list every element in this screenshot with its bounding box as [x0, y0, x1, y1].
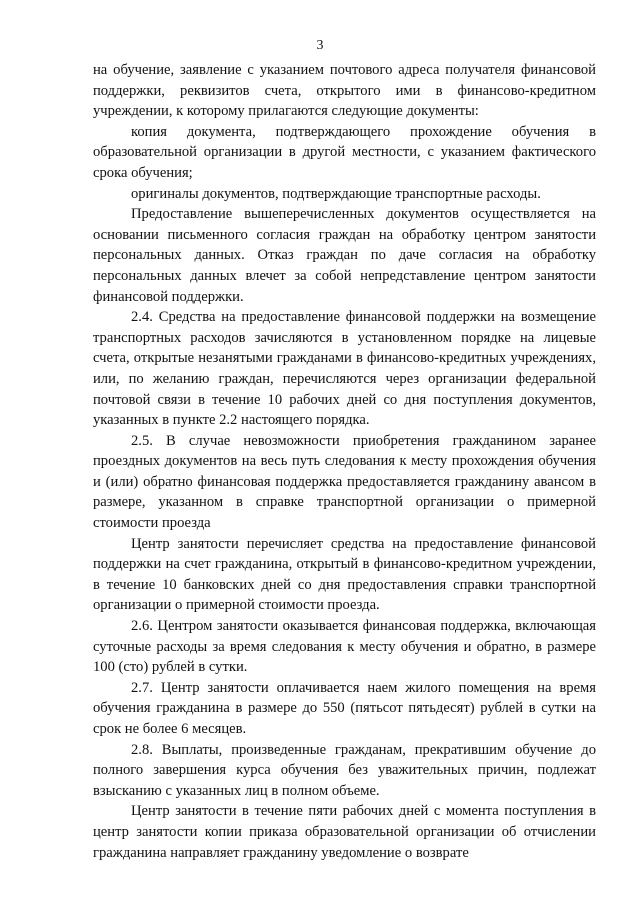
- document-body: [93, 60, 596, 863]
- paragraph-notification: Центр занятости в течение пяти рабочих дней с момента поступления в центр занятости копии приказа образовательной организации об отчислении гражданина направляет гражданину уведомление о возврате: [93, 803, 596, 861]
- paragraph-2-8: 2.8. Выплаты, произведенные гражданам, прекратившим обучение до полного завершения курса обучения без уважительных причин, подлежат взысканию с указанных лиц в полном объеме.: [93, 741, 596, 799]
- paragraph-document-copy: копия документа, подтверждающего прохождение обучения в образовательной организации в другой местности, с указанием фактического срока обучения;: [93, 123, 596, 181]
- paragraph-transfer-funds: Центр занятости перечисляет средства на предоставление финансовой поддержки на счет гражданина, открытый в финансово-кредитном учреждении, в течение 10 банковских дней со дня предоставления справки транспортной организации о примерной стоимости проезда.: [93, 535, 596, 614]
- paragraph-2-6: 2.6. Центром занятости оказывается финансовая поддержка, включающая суточные расходы за время следования к месту обучения и обратно, в размере 100 (сто) рублей в сутки.: [93, 618, 596, 676]
- paragraph-2-5: 2.5. В случае невозможности приобретения гражданином заранее проездных документов на весь путь следования к месту прохождения обучения и (или) обратно финансовая поддержка предоставляется гражданину авансом в размере, указанном в справке транспортной организации о примерной стоимости проезда: [93, 432, 596, 532]
- paragraph-2-4: 2.4. Средства на предоставление финансовой поддержки на возмещение транспортных расходов зачисляются в установленном порядке на лицевые счета, открытые незанятыми гражданами в финансово-кредитных учреждениях, или, по желанию граждан, перечисляются через организации федеральной почтовой связи в течение 10 рабочих дней со дня поступления документов, указанных в пункте 2.2 настоящего порядка.: [93, 309, 596, 429]
- paragraph-consent: Предоставление вышеперечисленных документов осуществляется на основании письменного согласия граждан на обработку центром занятости персональных данных. Отказ граждан по даче согласия на обработку персональных данных влечет за собой непредставление центром занятости финансовой поддержки.: [93, 206, 596, 305]
- page-number: 3: [316, 38, 324, 53]
- paragraph-2-7: 2.7. Центр занятости оплачивается наем жилого помещения на время обучения гражданина в размере до 550 (пятьсот пятьдесят) рублей в сутки на срок не более 6 месяцев.: [93, 679, 596, 737]
- paragraph-continuation: на обучение, заявление с указанием почтового адреса получателя финансовой поддержки, реквизитов счета, открытого ими в финансово-кредитном учреждении, к которому прилагаются следующие документы:: [93, 62, 596, 120]
- paragraph-original-documents: оригиналы документов, подтверждающие транспортные расходы.: [131, 185, 541, 202]
